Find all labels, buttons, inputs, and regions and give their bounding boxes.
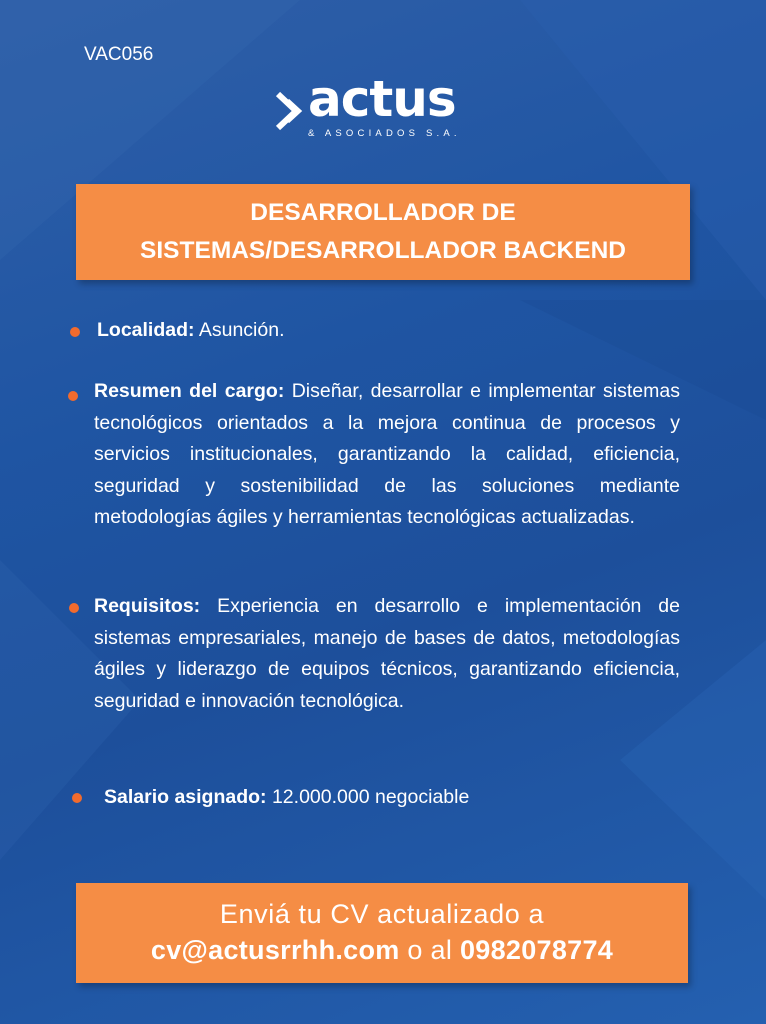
bullet-icon bbox=[72, 793, 82, 803]
requirements-item bbox=[94, 591, 680, 717]
requirements-label: Requisitos: bbox=[94, 595, 201, 617]
summary-item bbox=[94, 376, 680, 534]
salary-item bbox=[104, 782, 690, 814]
job-title bbox=[88, 194, 678, 270]
summary-label: Resumen del cargo: bbox=[94, 380, 285, 402]
bullet-icon bbox=[68, 391, 78, 401]
contact-instruction: Enviá tu CV actualizado a bbox=[219, 899, 545, 929]
logo-wordmark: actus bbox=[308, 70, 456, 128]
job-title-line1: DESARROLLADOR DE bbox=[250, 199, 516, 226]
location-item bbox=[97, 315, 683, 347]
bullet-icon bbox=[70, 327, 80, 337]
vacancy-code: VAC056 bbox=[84, 44, 154, 65]
bullet-icon bbox=[69, 603, 79, 613]
contact-banner bbox=[76, 883, 688, 983]
job-title-line2: SISTEMAS/DESARROLLADOR BACKEND bbox=[140, 237, 626, 264]
contact-details bbox=[76, 935, 688, 966]
logo-subtitle: & ASOCIADOS S.A. bbox=[308, 128, 461, 139]
location-label: Localidad: bbox=[97, 319, 195, 341]
job-title-banner bbox=[76, 184, 690, 280]
salary-value: 12.000.000 negociable bbox=[266, 786, 470, 808]
location-value: Asunción. bbox=[194, 319, 285, 341]
company-logo bbox=[274, 70, 504, 142]
logo-arrow-icon bbox=[274, 90, 308, 132]
contact-phone-link[interactable]: 0982078774 bbox=[459, 935, 614, 965]
salary-label: Salario asignado: bbox=[104, 786, 267, 808]
requirements-value: Experiencia en desarrollo e implementación de sistemas empresariales, manejo de bases de datos, metodologías ágiles y liderazgo de equipos técnicos, garantizando eficiencia, seguridad e innovación tecnológica. bbox=[94, 595, 680, 712]
contact-connector: o al bbox=[399, 935, 460, 965]
summary-value: Diseñar, desarrollar e implementar sistemas tecnológicos orientados a la mejora continua de procesos y servicios institucionales, garantizando la calidad, eficiencia, seguridad y sostenibilidad de las soluciones mediante metodologías ágiles y herramientas tecnológicas actualizadas. bbox=[94, 380, 680, 528]
contact-email-link[interactable]: cv@actusrrhh.com bbox=[150, 935, 400, 965]
